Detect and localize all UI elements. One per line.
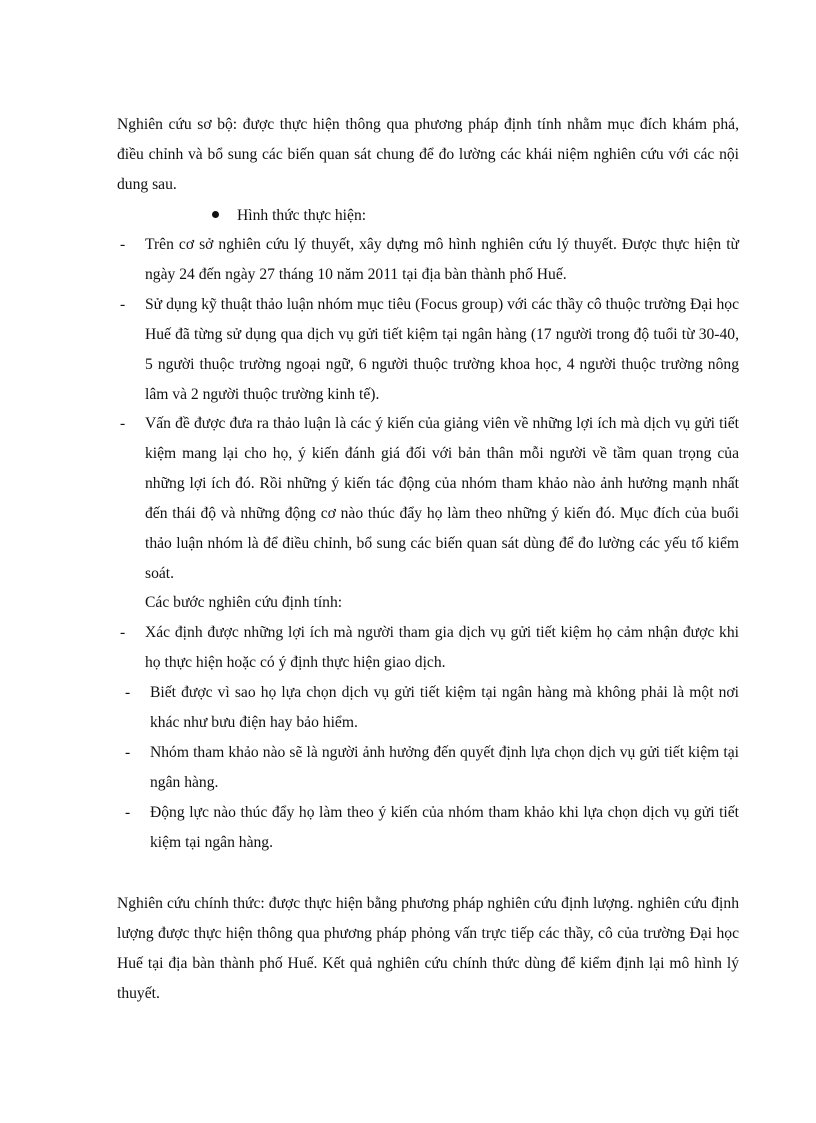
list-item xyxy=(120,230,739,290)
list-item xyxy=(125,738,739,798)
list-item xyxy=(120,409,739,589)
dash-marker: - xyxy=(120,236,126,253)
intro-paragraph: Nghiên cứu sơ bộ: được thực hiện thông qua phương pháp định tính nhằm mục đích khám phá, điều chỉnh và bổ sung các biến quan sát chung để đo lường các khái niệm nghiên cứu với các nội dung sau. xyxy=(117,116,739,193)
list-item xyxy=(120,290,739,410)
list-item-text: Biết được vì sao họ lựa chọn dịch vụ gửi tiết kiệm tại ngân hàng mà không phải là một nơi khác như bưu điện hay bảo hiểm. xyxy=(150,684,739,731)
list-item-text: Sử dụng kỹ thuật thảo luận nhóm mục tiêu (Focus group) với các thầy cô thuộc trường Đại học Huế đã từng sử dụng qua dịch vụ gửi tiết kiệm tại ngân hàng (17 người trong độ tuổi từ 30-40, 5 người thuộc trường ngoại ngữ, 6 người thuộc trường khoa học, 4 người thuộc trường nông lâm và 2 người thuộc trường kinh tế). xyxy=(145,296,739,403)
dash-marker: - xyxy=(120,296,126,313)
bullet-heading-text: Hình thức thực hiện: xyxy=(237,207,367,224)
dash-marker: - xyxy=(120,624,126,641)
final-paragraph: Nghiên cứu chính thức: được thực hiện bằng phương pháp nghiên cứu định lượng. nghiên cứu định lượng được thực hiện thông qua phương pháp phỏng vấn trực tiếp các thầy, cô của trường Đại học Huế tại địa bàn thành phố Huế. Kết quả nghiên cứu chính thức dùng để kiểm định lại mô hình lý thuyết. xyxy=(117,895,739,1002)
bullet-icon xyxy=(212,211,219,218)
steps-heading: Các bước nghiên cứu định tính: xyxy=(145,594,343,611)
list-item xyxy=(120,618,739,678)
list-item-text: Nhóm tham khảo nào sẽ là người ảnh hưởng đến quyết định lựa chọn dịch vụ gửi tiết kiệm tại ngân hàng. xyxy=(150,744,739,791)
dash-marker: - xyxy=(125,744,131,761)
list-item-text: Động lực nào thúc đẩy họ làm theo ý kiến của nhóm tham khảo khi lựa chọn dịch vụ gửi tiết kiệm tại ngân hàng. xyxy=(150,804,739,851)
dash-marker: - xyxy=(125,804,131,821)
list-item-text: Vấn đề được đưa ra thảo luận là các ý kiến của giảng viên về những lợi ích mà dịch vụ gửi tiết kiệm mang lại cho họ, ý kiến đánh giá đối với bản thân mỗi người về tầm quan trọng của những lợi ích đó. Rồi những ý kiến tác động của nhóm tham khảo nào ảnh hưởng mạnh nhất đến thái độ và những động cơ nào thúc đẩy họ làm theo những ý kiến đó. Mục đích của buổi thảo luận nhóm là để điều chỉnh, bổ sung các biến quan sát dùng để đo lường các yếu tố kiểm soát. xyxy=(145,415,739,582)
list-item xyxy=(125,798,739,858)
dash-marker: - xyxy=(120,415,126,432)
bullet-heading xyxy=(212,201,366,231)
dash-marker: - xyxy=(125,684,131,701)
list-item-text: Xác định được những lợi ích mà người tham gia dịch vụ gửi tiết kiệm họ cảm nhận được khi họ thực hiện hoặc có ý định thực hiện giao dịch. xyxy=(145,624,739,671)
list-item-text: Trên cơ sở nghiên cứu lý thuyết, xây dựng mô hình nghiên cứu lý thuyết. Được thực hiện từ ngày 24 đến ngày 27 tháng 10 năm 2011 tại địa bàn thành phố Huế. xyxy=(145,236,739,283)
list-item xyxy=(125,678,739,738)
